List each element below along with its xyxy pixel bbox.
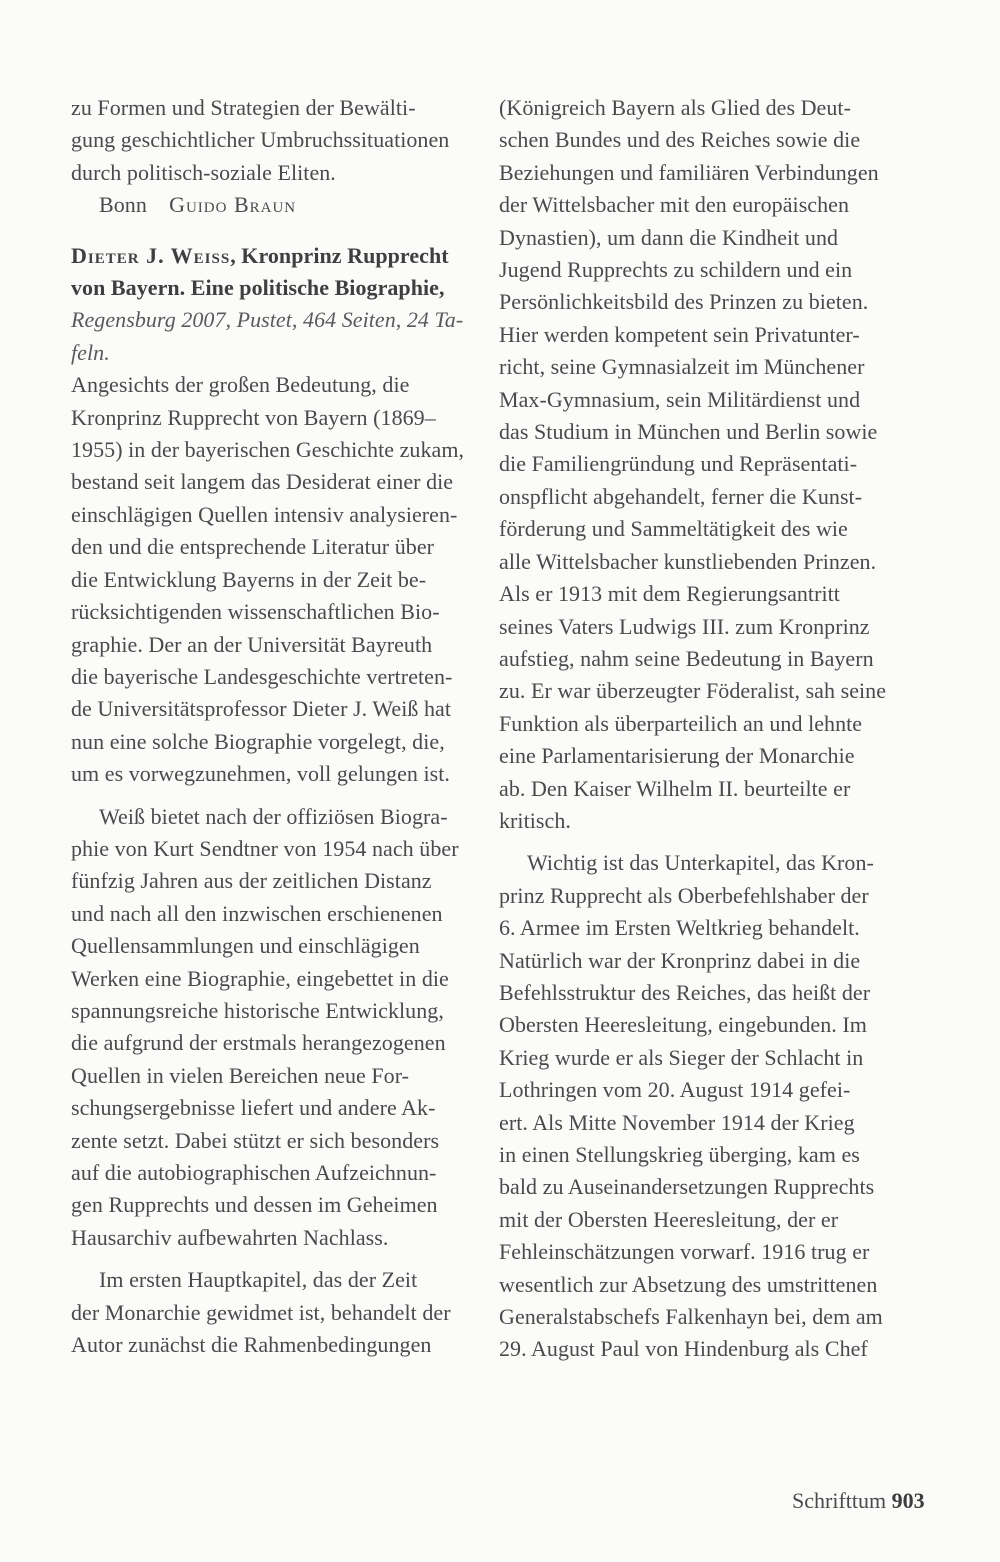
review-heading (71, 240, 471, 370)
spacer (71, 791, 471, 801)
text-line: ert. Als Mitte November 1914 der Krieg (499, 1109, 855, 1135)
text-line: Hier werden kompetent sein Privatunter- (499, 321, 860, 347)
text-line: spannungsreiche historische Entwicklung, (71, 997, 444, 1023)
spacer (499, 837, 939, 847)
left-column (71, 92, 471, 1361)
text-line: einschlägigen Quellen intensiv analysieren- (71, 501, 458, 527)
text-line: der Monarchie gewidmet ist, behandelt der (71, 1299, 451, 1325)
text-line: prinz Rupprecht als Oberbefehlshaber der (499, 882, 869, 908)
signature-author: Guido Braun (169, 192, 297, 218)
text-line: auf die autobiographischen Aufzeichnun- (71, 1160, 437, 1185)
paragraph (71, 801, 471, 1255)
text-line: Kronprinz Rupprecht von Bayern (1869– (71, 404, 436, 430)
text-line: Wichtig ist das Unterkapitel, das Kron- (527, 850, 874, 876)
text-line: zu. Er war überzeugter Föderalist, sah seine (499, 678, 887, 704)
text-line: Als er 1913 mit dem Regierungsantritt (499, 581, 840, 607)
text-line: schen Bundes und des Reiches sowie die (499, 127, 861, 153)
text-line: Dynastien), um dann die Kindheit und (499, 224, 839, 250)
text-line: 1955) in der bayerischen Geschichte zukam, (71, 437, 465, 463)
text-line: gung geschichtlicher Umbruchssituationen (71, 127, 450, 153)
text-line: richt, seine Gymnasialzeit im Münchener (499, 354, 865, 380)
text-line: 29. August Paul von Hindenburg als Chef (499, 1336, 868, 1362)
text-line: die Entwicklung Bayerns in der Zeit be- (71, 566, 427, 592)
text-line: zente setzt. Dabei stützt er sich besonders (71, 1127, 440, 1153)
text-line: Autor zunächst die Rahmenbedingungen (71, 1332, 432, 1358)
review-heading-line (71, 240, 471, 272)
text-line: seines Vaters Ludwigs III. zum Kronprinz (499, 613, 870, 639)
text-line: Quellensammlungen und einschlägigen (71, 933, 420, 959)
reviewed-author: Dieter J. Weiss (71, 242, 231, 268)
text-line: 6. Armee im Ersten Weltkrieg behandelt. (499, 915, 860, 941)
text-line: bestand seit langem das Desiderat einer die (71, 469, 454, 495)
signature-city: Bonn (99, 192, 147, 218)
text-line: Max-Gymnasium, sein Militärdienst und (499, 386, 861, 412)
text-line: Obersten Heeresleitung, eingebunden. Im (499, 1012, 867, 1038)
text-line: Lothringen vom 20. August 1914 gefei- (499, 1077, 851, 1103)
text-line: aufstieg, nahm seine Bedeutung in Bayern (499, 645, 874, 671)
text-line: die Familiengründung und Repräsentati- (499, 451, 858, 477)
text-line: die bayerische Landesgeschichte vertreten- (71, 663, 453, 689)
text-line: Quellen in vielen Bereichen neue For- (71, 1062, 410, 1088)
text-line: das Studium in München und Berlin sowie (499, 419, 878, 445)
running-footer-section: Schrifttum (792, 1488, 887, 1513)
text-line: Hausarchiv aufbewahrten Nachlass. (71, 1224, 389, 1250)
paragraph (71, 1264, 471, 1361)
book-title-part: von Bayern. Eine politische Biographie, (71, 275, 445, 301)
text-line: onspflicht abgehandelt, ferner die Kunst- (499, 483, 863, 509)
text-line: alle Wittelsbacher kunstliebenden Prinzen. (499, 548, 877, 574)
text-line: Im ersten Hauptkapitel, das der Zeit (99, 1267, 418, 1293)
paragraph (499, 92, 939, 837)
text-line: kritisch. (499, 807, 571, 833)
text-line: Generalstabschefs Falkenhayn bei, dem am (499, 1304, 883, 1330)
page-footer (792, 1488, 925, 1514)
text-line: in einen Stellungskrieg überging, kam es (499, 1142, 860, 1167)
paragraph (499, 847, 939, 1366)
text-line: Weiß bietet nach der offiziösen Biogra- (99, 803, 448, 829)
text-line: schungsergebnisse liefert und andere Ak- (71, 1095, 436, 1121)
text-line: ab. Den Kaiser Wilhelm II. beurteilte er (499, 775, 851, 801)
right-column (499, 92, 939, 1366)
text-line: de Universitätsprofessor Dieter J. Weiß hat (71, 696, 451, 722)
text-line: Persönlichkeitsbild des Prinzen zu bieten. (499, 289, 869, 315)
intro-paragraph (71, 92, 471, 189)
text-line: phie von Kurt Sendtner von 1954 nach über (71, 835, 459, 861)
spacer (71, 222, 471, 240)
text-line: (Königreich Bayern als Glied des Deut- (499, 95, 851, 120)
review-signature (71, 189, 471, 221)
text-line: Beziehungen und familiären Verbindungen (499, 159, 879, 185)
page-number: 903 (891, 1488, 925, 1513)
text-line: wesentlich zur Absetzung des umstrittenen (499, 1271, 878, 1297)
text-line: Jugend Rupprechts zu schildern und ein (499, 257, 853, 283)
text-line: graphie. Der an der Universität Bayreuth (71, 631, 433, 657)
text-line: gen Rupprechts und dessen im Geheimen (71, 1192, 438, 1218)
text-line: Angesichts der großen Bedeutung, die (71, 372, 410, 398)
text-line: den und die entsprechende Literatur über (71, 534, 435, 560)
text-line: nun eine solche Biographie vorgelegt, die, (71, 728, 445, 754)
text-line: und nach all den inzwischen erschienenen (71, 900, 443, 926)
paragraph (71, 369, 471, 790)
text-line: Befehlsstruktur des Reiches, das heißt der (499, 979, 871, 1005)
text-line: Natürlich war der Kronprinz dabei in die (499, 947, 861, 973)
text-line: rücksichtigenden wissenschaftlichen Bio- (71, 599, 440, 625)
publication-info: feln. (71, 339, 110, 365)
book-title-part: , Kronprinz Rupprecht (230, 242, 449, 268)
text-line: bald zu Auseinandersetzungen Rupprechts (499, 1174, 875, 1200)
text-line: fünfzig Jahren aus der zeitlichen Distanz (71, 868, 432, 894)
text-line: um es vorwegzunehmen, voll gelungen ist. (71, 761, 450, 787)
spacer (71, 1254, 471, 1264)
text-line: Fehleinschätzungen vorwarf. 1916 trug er (499, 1239, 870, 1265)
text-line: Werken eine Biographie, eingebettet in die (71, 965, 449, 991)
text-line: Funktion als überparteilich an und lehnte (499, 710, 863, 736)
text-line: die aufgrund der erstmals herangezogenen (71, 1030, 446, 1056)
text-line: eine Parlamentarisierung der Monarchie (499, 743, 855, 769)
text-line: durch politisch-soziale Eliten. (71, 159, 336, 185)
text-line: der Wittelsbacher mit den europäischen (499, 192, 850, 218)
text-line: zu Formen und Strategien der Bewälti- (71, 95, 416, 120)
text-line: förderung und Sammeltätigkeit des wie (499, 516, 848, 542)
publication-info: Regensburg 2007, Pustet, 464 Seiten, 24 Ta- (71, 307, 464, 333)
text-line: Krieg wurde er als Sieger der Schlacht in (499, 1044, 864, 1070)
text-line: mit der Obersten Heeresleitung, der er (499, 1206, 839, 1232)
